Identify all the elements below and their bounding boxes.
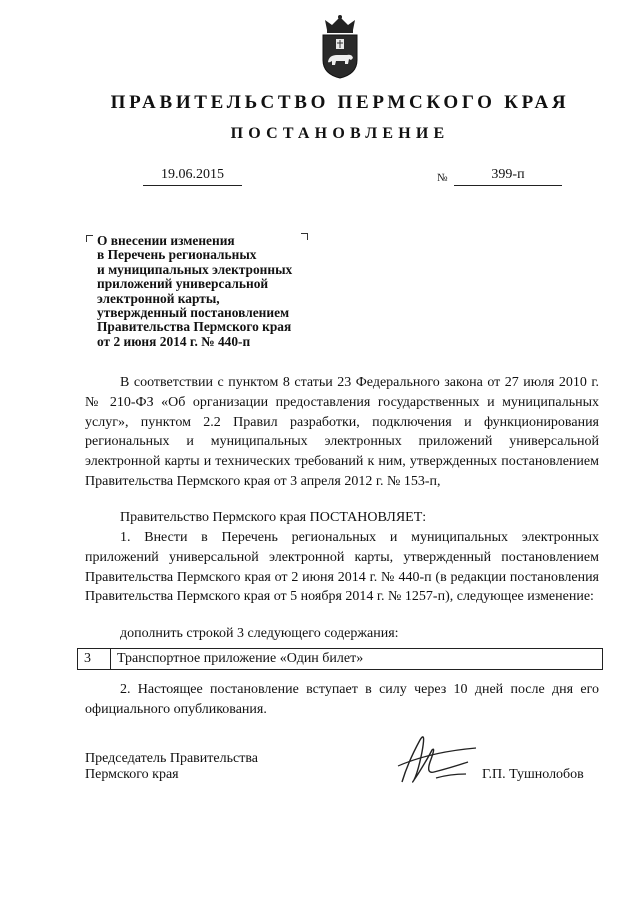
subject-corner-left <box>86 235 93 242</box>
signer-position-line: Председатель Правительства <box>85 751 258 766</box>
document-type: ПОСТАНОВЛЕНИЕ <box>230 125 450 142</box>
subject-line: О внесении изменения <box>97 233 235 248</box>
subject-line: и муниципальных электронных <box>97 261 293 277</box>
coat-of-arms-icon <box>319 14 361 80</box>
subject-line: приложений универсальной <box>97 276 269 292</box>
item-1-paragraph: 1. Внести в Перечень региональных и муниципальных электронных приложений универсальной электронной карты, утвержденный постановлением Правительства Пермского края от 2 июня 2014 г. № 440-п (в редакции постановления Правительства Пермского края от 5 ноября 2014 г. № 1257-п), следующее изменение: <box>85 530 599 605</box>
subject-line: в Перечень региональных <box>97 247 257 263</box>
subject-line: от 2 июня 2014 г. № 440-п <box>97 333 251 349</box>
handwritten-signature-icon <box>380 722 490 790</box>
document-number: 399-п <box>454 167 562 186</box>
number-label: № <box>437 172 448 184</box>
item-1-sub-paragraph: дополнить строкой 3 следующего содержания: <box>120 626 399 641</box>
amendment-table <box>77 648 603 670</box>
signer-position-line: Пермского края <box>85 767 179 782</box>
subject-line: электронной карты, <box>97 290 220 306</box>
document-date: 19.06.2015 <box>143 167 242 186</box>
table-cell-number: 3 <box>78 649 111 670</box>
item-2-paragraph: 2. Настоящее постановление вступает в силу через 10 дней после дня его официального опубликования. <box>85 682 599 717</box>
signer-position <box>85 751 258 783</box>
resolves-paragraph: Правительство Пермского края ПОСТАНОВЛЯЕТ: <box>120 510 427 525</box>
organization-title: ПРАВИТЕЛЬСТВО ПЕРМСКОГО КРАЯ <box>110 92 570 113</box>
signer-name: Г.П. Тушнолобов <box>482 767 584 782</box>
preamble-paragraph: В соответствии с пунктом 8 статьи 23 Федерального закона от 27 июля 2010 г. № 210-ФЗ «Об организации предоставления государственных и муниципальных услуг», пунктом 2.2 Правил разработки, подключения и функционирования региональных и муниципальных электронных приложений универсальной электронной карты и технических требований к ним, утвержденных постановлением Правительства Пермского края от 3 апреля 2012 г. № 153-п, <box>85 375 599 489</box>
table-row <box>78 649 603 670</box>
subject-line: утвержденный постановлением <box>97 305 290 321</box>
document-subject <box>97 234 337 349</box>
table-cell-name: Транспортное приложение «Один билет» <box>111 649 603 670</box>
subject-line: Правительства Пермского края <box>97 319 292 335</box>
